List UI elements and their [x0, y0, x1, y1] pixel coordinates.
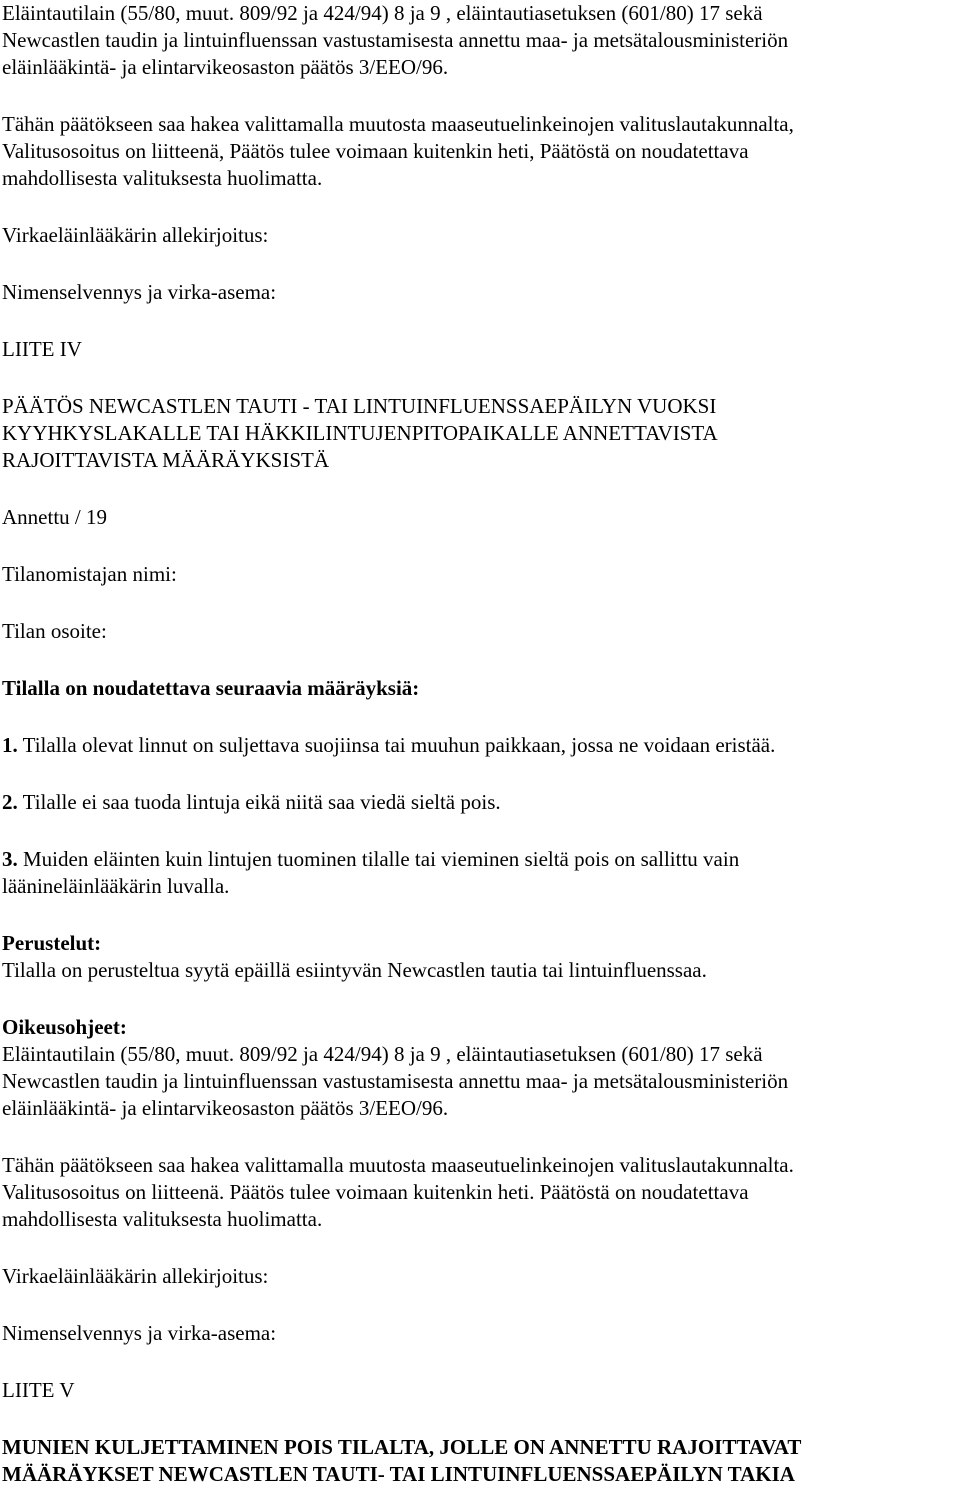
- order-text: Tilalle ei saa tuoda lintuja eikä niitä saa viedä sieltä pois.: [17, 790, 501, 814]
- order-text: Muiden eläinten kuin lintujen tuominen tilalle tai vieminen sieltä pois on sallittu vain läänineläinlääkärin luvalla.: [2, 847, 740, 898]
- order-item: [2, 732, 958, 759]
- name-position-label: Nimenselvennys ja virka-asema:: [2, 280, 277, 304]
- order-item: [2, 846, 958, 900]
- orders-heading: Tilalla on noudatettava seuraavia määräyksiä:: [2, 676, 420, 700]
- order-text: Tilalla olevat linnut on suljettava suojiinsa tai muuhun paikkaan, jossa ne voidaan eristää.: [17, 733, 776, 757]
- order-number: 3.: [2, 847, 18, 871]
- document-page: [2, 0, 958, 1488]
- given-date-label: Annettu / 19: [2, 505, 107, 529]
- legal-instructions-text: Eläintautilain (55/80, muut. 809/92 ja 424/94) 8 ja 9 , eläintautiasetuksen (601/80) 17 sekä Newcastlen taudin ja lintuinfluenssan vastustamisesta annettu maa- ja metsätalousministeriön eläinlääkintä- ja elintarvikeosaston päätös 3/EEO/96.: [2, 1042, 789, 1120]
- annex-v-heading: LIITE V: [2, 1378, 75, 1402]
- owner-name-label: Tilanomistajan nimi:: [2, 562, 177, 586]
- order-number: 2.: [2, 790, 18, 814]
- grounds-text: Tilalla on perusteltua syytä epäillä esiintyvän Newcastlen tautia tai lintuinfluenssaa.: [2, 958, 707, 982]
- signature-label: Virkaeläinlääkärin allekirjoitus:: [2, 1264, 269, 1288]
- name-position-label: Nimenselvennys ja virka-asema:: [2, 1321, 277, 1345]
- legal-basis-text: Eläintautilain (55/80, muut. 809/92 ja 424/94) 8 ja 9 , eläintautiasetuksen (601/80) 17 sekä Newcastlen taudin ja lintuinfluenssan vastustamisesta annettu maa- ja metsätalousministeriön eläinlääkintä- ja elintarvikeosaston päätös 3/EEO/96.: [2, 1, 789, 79]
- appeal-text: Tähän päätökseen saa hakea valittamalla muutosta maaseutuelinkeinojen valituslautakunnalta, Valitusosoitus on liitteenä, Päätös tulee voimaan kuitenkin heti, Päätöstä on noudatettava mahdollisesta valituksesta huolimatta.: [2, 112, 794, 190]
- grounds-label: Perustelut:: [2, 931, 102, 955]
- order-number: 1.: [2, 733, 18, 757]
- annex-v-title: MUNIEN KULJETTAMINEN POIS TILALTA, JOLLE ON ANNETTU RAJOITTAVAT MÄÄRÄYKSET NEWCASTLEN TAUTI- TAI LINTUINFLUENSSAEPÄILYN TAKIA: [2, 1435, 802, 1486]
- annex-iv-title: PÄÄTÖS NEWCASTLEN TAUTI - TAI LINTUINFLUENSSAEPÄILYN VUOKSI KYYHKYSLAKALLE TAI HÄKKILINTUJENPITOPAIKALLE ANNETTAVISTA RAJOITTAVISTA MÄÄRÄYKSISTÄ: [2, 394, 718, 472]
- order-item: [2, 789, 958, 816]
- legal-instructions-label: Oikeusohjeet:: [2, 1015, 127, 1039]
- annex-iv-heading: LIITE IV: [2, 337, 82, 361]
- signature-label: Virkaeläinlääkärin allekirjoitus:: [2, 223, 269, 247]
- farm-address-label: Tilan osoite:: [2, 619, 107, 643]
- appeal-text: Tähän päätökseen saa hakea valittamalla muutosta maaseutuelinkeinojen valituslautakunnalta. Valitusosoitus on liitteenä. Päätös tulee voimaan kuitenkin heti. Päätöstä on noudatettava mahdollisesta valituksesta huolimatta.: [2, 1153, 794, 1231]
